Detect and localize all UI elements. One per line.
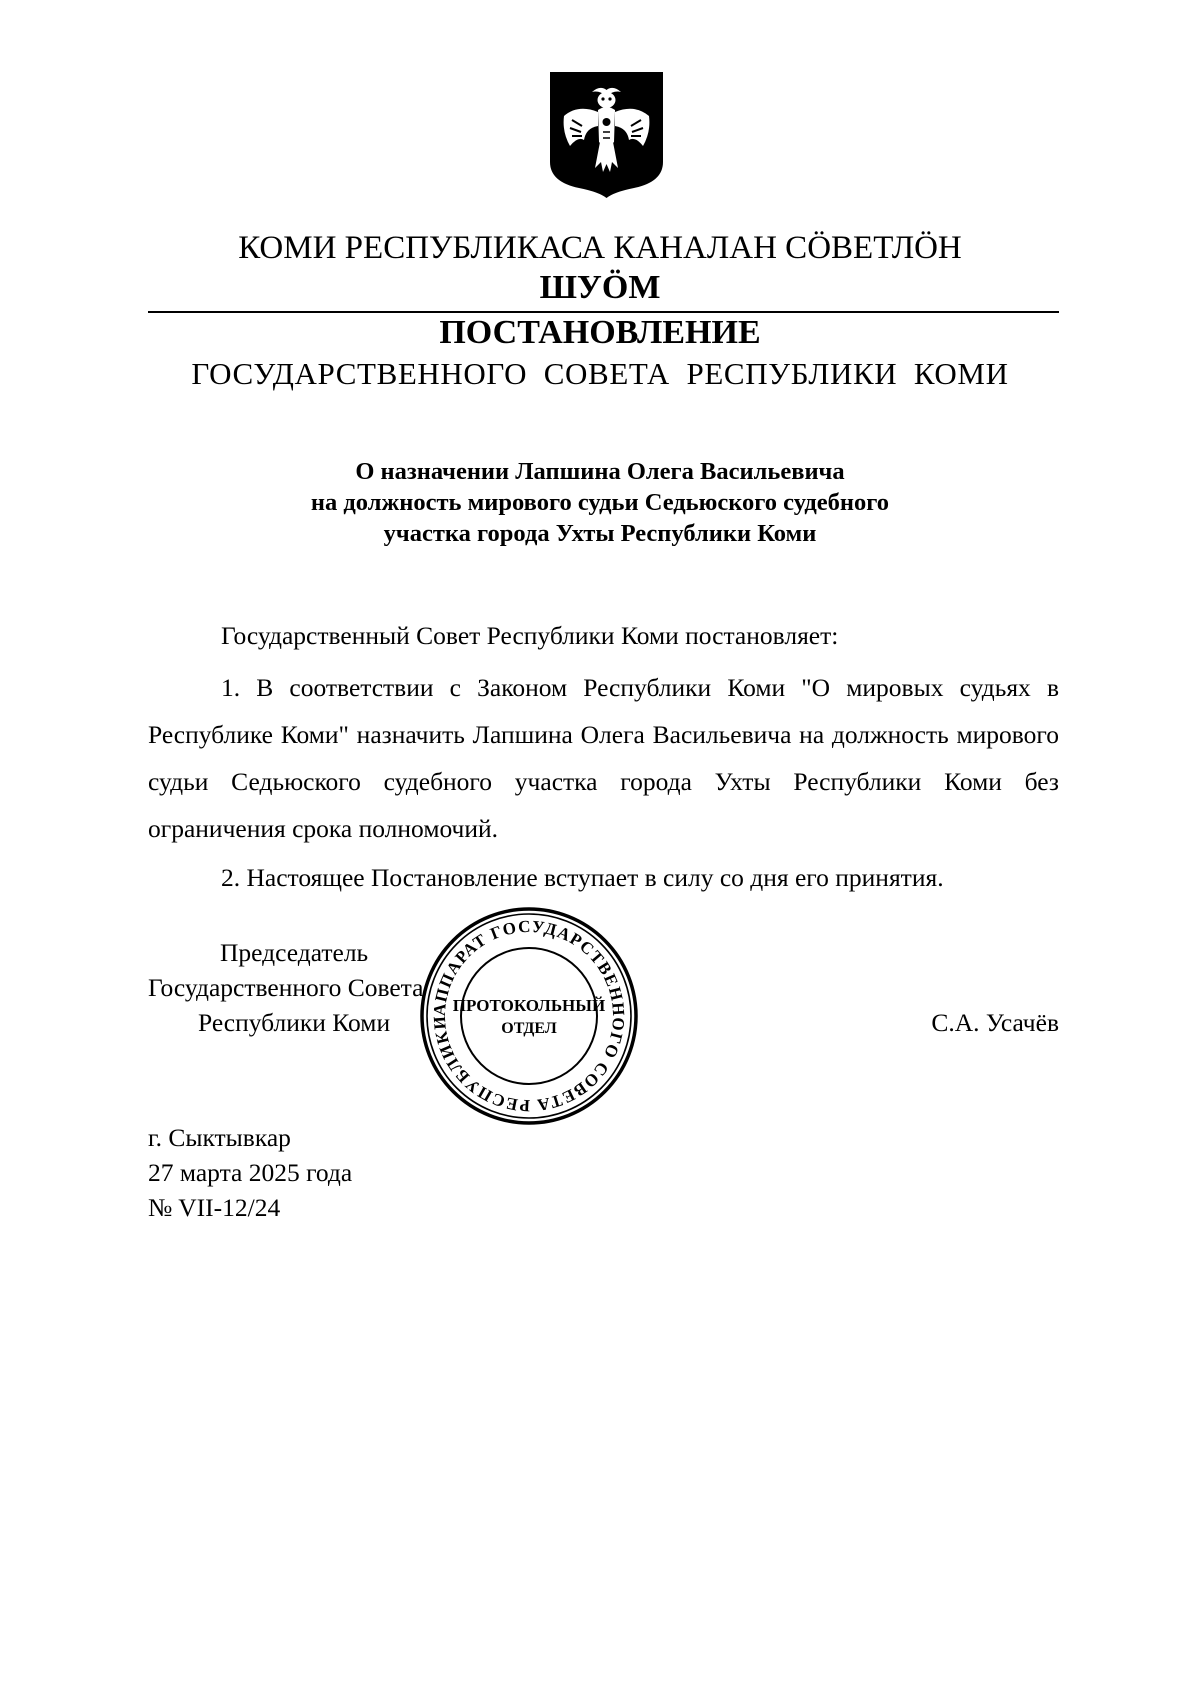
title-line: на должность мирового судьи Седьюского судебного <box>310 489 890 516</box>
official-stamp <box>418 905 640 1127</box>
document-city: г. Сыктывкар <box>148 1123 291 1152</box>
body-intro: Государственный Совет Республики Коми постановляет: <box>221 621 839 650</box>
document-meta <box>148 1120 352 1225</box>
header-komi-doc-type: ШУÖМ <box>539 269 661 306</box>
header-doc-type: ПОСТАНОВЛЕНИЕ <box>439 314 761 351</box>
document-number: № VII-12/24 <box>148 1193 281 1222</box>
stamp-ring-text: АППАРАТ ГОСУДАРСТВЕННОГО СОВЕТА РЕСПУБЛИКИ <box>429 916 629 1116</box>
document-date: 27 марта 2025 года <box>148 1158 353 1187</box>
stamp-center-line: ОТДЕЛ <box>501 1020 557 1037</box>
stamp-center-line: ПРОТОКОЛЬНЫЙ <box>452 996 606 1015</box>
document-title <box>0 456 1200 549</box>
signatory-position <box>148 935 423 1040</box>
signatory-name: С.А. Усачёв <box>931 1008 1059 1037</box>
signatory-position-line: Председатель <box>220 938 369 967</box>
signatory-position-line: Республики Коми <box>198 1008 391 1037</box>
document-body <box>148 614 1059 900</box>
header-komi-line: КОМИ РЕСПУБЛИКАСА КАНАЛАН СÖВЕТЛÖН <box>238 230 962 266</box>
title-line: участка города Ухты Республики Коми <box>383 520 817 547</box>
title-line: О назначении Лапшина Олега Васильевича <box>355 458 845 485</box>
header-issuing-body: ГОСУДАРСТВЕННОГО СОВЕТА РЕСПУБЛИКИ КОМИ <box>191 356 1009 391</box>
body-item-1: 1. В соответствии с Законом Республики Коми "О мировых судьях в Республике Коми" назначить Лапшина Олега Васильевича на должность мирового судьи Седьюского судебного участка города Ухты Республики Коми без ограничения срока полномочий. <box>148 673 1059 843</box>
komi-coat-of-arms-icon <box>548 70 665 200</box>
signatory-position-line: Государственного Совета <box>148 973 424 1002</box>
body-item-2: 2. Настоящее Постановление вступает в силу со дня его принятия. <box>221 863 944 892</box>
